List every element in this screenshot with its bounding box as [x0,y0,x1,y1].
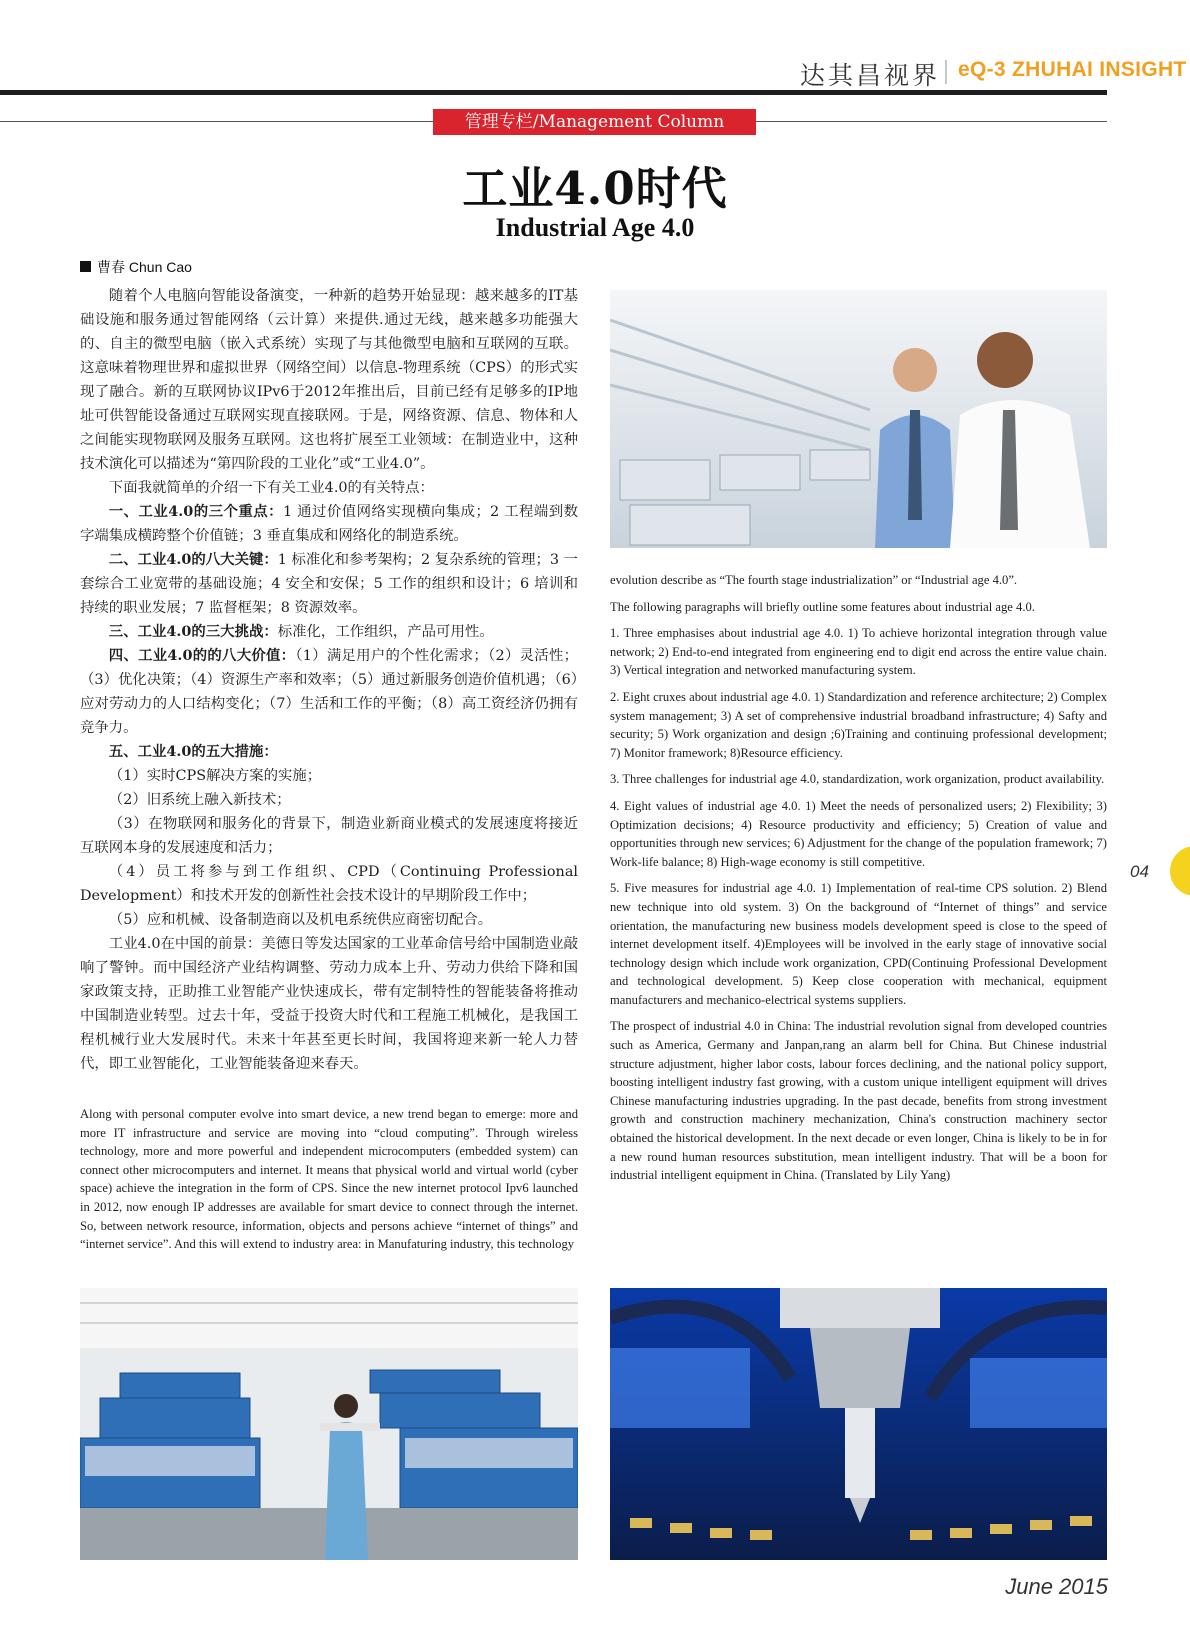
cn-measure-item: （4）员工将参与到工作组织、CPD（Continuing Professional Development）和技术开发的创新性社会技术设计的早期阶段工作中； [80,864,578,904]
en-paragraph: evolution describe as “The fourth stage industrialization” or “Industrial age 4.0”. [610,573,1018,587]
robotic-machine-photo [610,1288,1107,1560]
cn-measure-item: （2）旧系统上融入新技术； [108,792,291,808]
cn-section-text: 标准化，工作组织，产品可用性。 [277,624,494,640]
cn-section-heading: 二、工业4.0的八大关键： [108,551,278,568]
en-paragraph: Along with personal computer evolve into smart device, a new trend began to emerge: more and more IT infrastructure and service are moving into “cloud computing”. Through wireless technology, more and more powerful and independent microcomputers (embedded system) can connect other microcomputers and internet. It means that physical world and virtual world (cyber space) achieve the integration in the form of CPS. Since the new internet protocol Ipv6 launched in 2012, now enough IP addresses are available for smart device to connect through the internet. So, between network resource, information, objects and persons achieve “internet of things” and “internet service”. And this will extend to industry area: in Manufaturing industry, this technology [80,1107,578,1252]
cn-paragraph [80,644,578,740]
page-marker-circle [1170,846,1190,896]
byline [80,257,192,277]
cn-paragraph [80,620,578,644]
header-rule [0,90,1107,95]
en-paragraph: The following paragraphs will briefly outline some features about industrial age 4.0. [610,599,1035,614]
en-paragraph: 5. Five measures for industrial age 4.0. 1) Implementation of real-time CPS solution. 2) Blend new technique into old system. 3) On the background of “Internet of things” and service orientation, the manufacturing new business models development speed is close to the speed of internet development itself. 4)Employees will be involved in the early stage of innovative social technology design which include work organization, CPD(Continuing Professional Development and technological development. 5) Keep close cooperation with mechanical, equipment manufacturers and mechanico-electrical systems suppliers. [610,881,1107,1007]
cn-section-text: 1 通过价值网络实现横向集成；2 工程端到数字端集成横跨整个价值链；3 垂直集成和网络化的制造系统。 [80,504,578,544]
byline-square-icon [80,261,91,272]
en-paragraph: 1. Three emphasises about industrial age 4.0. 1) To achieve horizontal integration through value network; 2) End-to-end integrated from engineering end to digit end across the entire value chain. 3) Vertical integration and networked manufacturing system. [610,626,1107,678]
chinese-body [80,284,578,1076]
cn-measure-item: （1）实时CPS解决方案的实施； [108,768,322,784]
cn-paragraph [80,548,578,620]
cn-paragraph: 工业4.0在中国的前景：美德日等发达国家的工业革命信号给中国制造业敲响了警钟。而中国经济产业结构调整、劳动力成本上升、劳动力供给下降和国家政策支持，正助推工业智能产业快速成长，带有定制特性的智能装备将推动中国制造业转型。过去十年，受益于投资大时代和工程施工机械化，是我国工程机械行业大发展时代。未来十年甚至更长时间，我国将迎来新一轮人力替代，即工业智能化，工业智能装备迎来春天。 [80,936,578,1072]
cn-section-heading: 一、工业4.0的三个重点： [108,503,283,520]
factory-photo [80,1288,578,1560]
english-body [610,571,1107,1193]
cn-measure-item: （5）应和机械、设备制造商以及机电系统供应商密切配合。 [108,912,493,928]
cn-section-text: 1 标准化和参考架构；2 复杂系统的管理；3 一套综合工业宽带的基础设施；4 安全和安保；5 工作的组织和设计；6 培训和持续的职业发展；7 监督框架；8 资源效率。 [80,552,578,616]
cn-measure-item: （3）在物联网和服务化的背景下，制造业新商业模式的发展速度将接近互联网本身的发展速度和活力； [80,816,578,856]
cn-section-text: （1）满足用户的个性化需求；（2）灵活性；（3）优化决策；（4）资源生产率和效率；（5）通过新服务创造价值机遇；（6）应对劳动力的人口结构变化；（7）生活和工作的平衡；（8）高工资经济仍拥有竞争力。 [80,648,578,736]
en-paragraph: 3. Three challenges for industrial age 4.0, standardization, work organization, product availability. [610,772,1105,787]
english-intro [80,1105,578,1254]
page-number: 04 [1130,862,1149,881]
magazine-title-cn: 达其昌视界 [799,61,940,90]
cn-paragraph [80,740,578,764]
cn-paragraph: 随着个人电脑向智能设备演变，一种新的趋势开始显现：越来越多的IT基础设施和服务通过智能网络（云计算）来提供.通过无线，越来越多功能强大的、自主的微型电脑（嵌入式系统）实现了与其他微型电脑和互联网的互联。这意味着物理世界和虚拟世界（网络空间）以信息-物理系统（CPS）的形式实现了融合。新的互联网协议IPv6于2012年推出后，目前已经有足够多的IP地址可供智能设备通过互联网实现直接联网。于是，网络资源、信息、物体和人之间能实现物联网及服务互联网。这也将扩展至工业领域：在制造业中，这种技术演化可以描述为“第四阶段的工业化”或“工业4.0”。 [80,288,578,472]
cn-paragraph: 下面我就简单的介绍一下有关工业4.0的有关特点： [108,480,434,496]
cn-section-heading: 四、工业4.0的的八大价值： [108,647,296,664]
cn-paragraph [80,500,578,548]
header-separator [945,60,947,84]
cn-section-heading: 五、工业4.0的五大措施： [108,743,278,760]
engineers-photo [610,290,1107,548]
article-title-cn: 工业4.0时代 [462,162,728,215]
column-label: 管理专栏/Management Column [433,109,756,135]
cn-section-heading: 三、工业4.0的三大挑战： [108,623,278,640]
en-paragraph: 2. Eight cruxes about industrial age 4.0. 1) Standardization and reference architecture; 2) Complex system management; 3) A set of comprehensive industrial broadband infrastructure; 4) Safty and security; 5) Work organization and design ;6)Training and continuing professional development; 7) Monitor framework; 8)Resource efficiency. [610,689,1107,760]
en-paragraph: The prospect of industrial 4.0 in China: The industrial revolution signal from developed countries such as America, Germany and Janpan,rang an alarm bell for China. But Chinese industrial structure adjustment, higher labor costs, labour forces declining, and the national policy support, boosting intelligent industry fast growing, with a custom unique intelligent equipment will drives Chinese manufacturing industries upgrading. In the past decade, benefits from strong investment growth and construction machinery mechanization, China's construction machinery sector obtained the historical development. In the next decade or even longer, China is likely to be in for a new round human resources substitution, mean intelligent industry. That will be a boon for industrial intelligent equipment in China. (Translated by Lily Yang) [610,1019,1107,1183]
article-title-en: Industrial Age 4.0 [495,213,695,242]
issue-date: June 2015 [1005,1574,1108,1599]
en-paragraph: 4. Eight values of industrial age 4.0. 1) Meet the needs of personalized users; 2) Flexibility; 3) Optimization decisions; 4) Resource productivity and efficiency; 5) Creation of value and opportunities through new services; 6) Adjustment for the change of the population framework; 7) Work-life balance; 8) High-wage economy is still competitive. [610,798,1107,869]
magazine-title-en: eQ-3 ZHUHAI INSIGHT [958,58,1187,81]
author-name: 曹春 Chun Cao [97,259,192,275]
